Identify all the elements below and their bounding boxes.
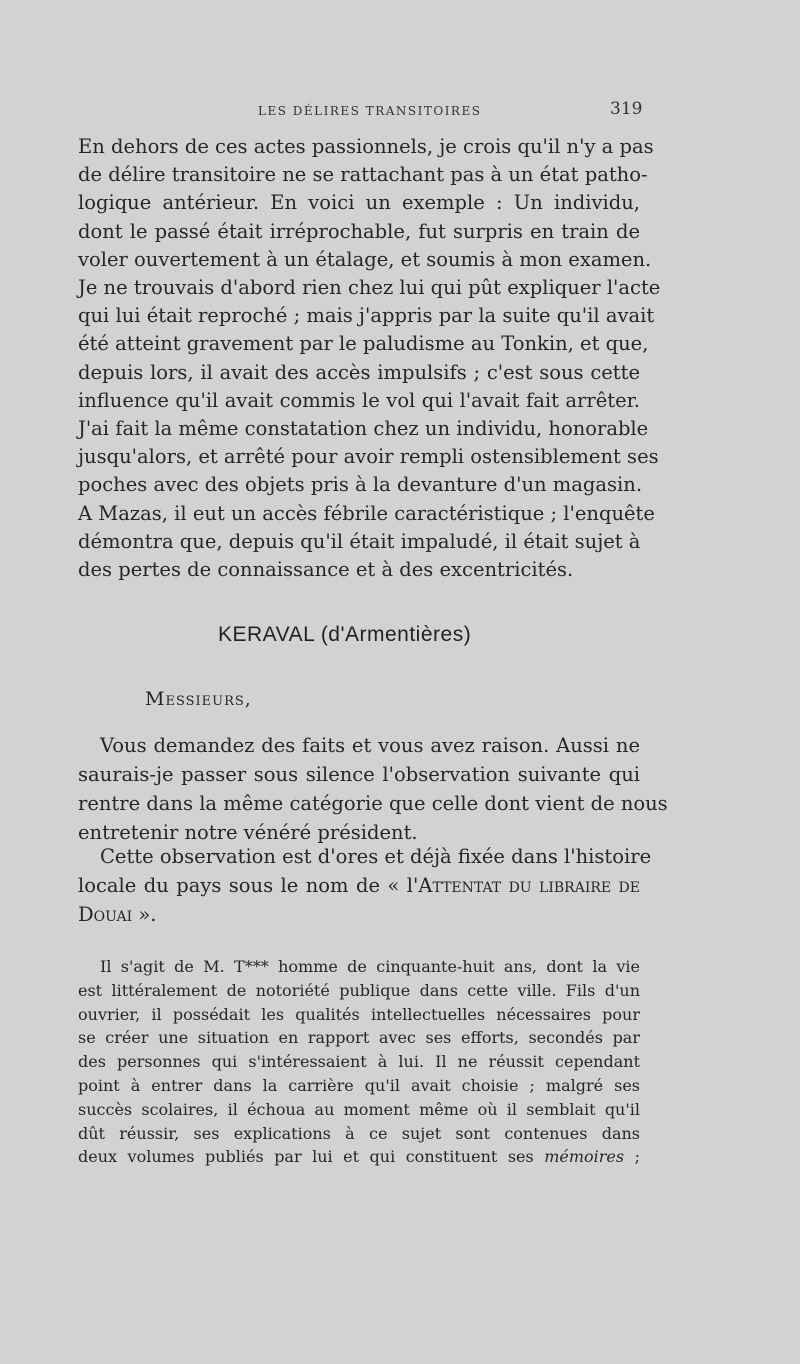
text-line: qui lui était reproché ; mais j'appris par la suite qu'il avait: [78, 304, 655, 328]
text-line: dût réussir, ses explications à ce sujet sont contenues dans: [78, 1123, 640, 1143]
text-line: Cette observation est d'ores et déjà fixée dans l'histoire: [100, 845, 652, 868]
text-line: des pertes de connaissance et à des excentricités.: [78, 558, 574, 582]
paragraph-observation-title: [78, 842, 652, 929]
text-fragment: ;: [624, 1147, 640, 1167]
text-line: Vous demandez des faits et vous avez raison. Aussi ne: [100, 734, 640, 757]
text-line: [78, 871, 640, 900]
text-line: dont le passé était irréprochable, fut surpris en train de: [78, 219, 640, 243]
text-line: ouvrier, il possédait les qualités intellectuelles nécessaires pour: [78, 1004, 640, 1024]
text-fragment: deux volumes publiés par lui et qui constituent ses: [78, 1147, 545, 1167]
text-line: de délire transitoire ne se rattachant pas à un état patho-: [78, 163, 648, 187]
text-fragment: locale du pays sous le nom de « l': [78, 874, 419, 897]
text-line: des personnes qui s'intéressaient à lui. Il ne réussit cependant: [78, 1052, 640, 1072]
italic-word: mémoires: [544, 1147, 625, 1167]
paragraph-paludism-cases: [78, 133, 661, 584]
salutation: Messieurs,: [145, 688, 252, 710]
case-title-smallcaps: Douai: [78, 903, 133, 926]
text-line: Il s'agit de M. T*** homme de cinquante-huit ans, dont la vie: [100, 957, 640, 976]
text-line: démontra que, depuis qu'il était impaludé, il était sujet à: [78, 529, 641, 553]
text-line: [78, 1145, 640, 1169]
text-fragment: ».: [132, 903, 157, 926]
text-line: rentre dans la même catégorie que celle dont vient de nous: [78, 792, 668, 815]
text-line: succès scolaires, il échoua au moment même où il semblait qu'il: [78, 1099, 640, 1119]
text-line: A Mazas, il eut un accès fébrile caractéristique ; l'enquête: [78, 501, 655, 525]
text-line: Je ne trouvais d'abord rien chez lui qui pût expliquer l'acte: [78, 276, 661, 300]
text-line: J'ai fait la même constatation chez un individu, honorable: [78, 417, 649, 441]
text-line: depuis lors, il avait des accès impulsifs ; c'est sous cette: [78, 360, 640, 384]
running-title: LES DÉLIRES TRANSITOIRES: [258, 104, 482, 118]
text-line: logique antérieur. En voici un exemple : Un individu,: [78, 191, 640, 215]
page-number: 319: [610, 99, 643, 119]
text-line: entretenir notre vénéré président.: [78, 821, 418, 844]
case-title-smallcaps: Attentat du libraire de: [418, 874, 640, 897]
paragraph-introduction: [78, 731, 668, 847]
speaker-heading: KERAVAL (d'Armentières): [218, 623, 472, 646]
text-line: se créer une situation en rapport avec ses efforts, secondés par: [78, 1028, 640, 1048]
text-line: jusqu'alors, et arrêté pour avoir rempli ostensiblement ses: [78, 445, 659, 469]
paragraph-case-history: [78, 955, 640, 1169]
text-line: saurais-je passer sous silence l'observation suivante qui: [78, 763, 640, 786]
text-line: poches avec des objets pris à la devanture d'un magasin.: [78, 473, 643, 497]
text-line: influence qu'il avait commis le vol qui l'avait fait arrêter.: [78, 388, 640, 412]
text-line: est littéralement de notoriété publique dans cette ville. Fils d'un: [78, 980, 640, 1000]
text-line: En dehors de ces actes passionnels, je crois qu'il n'y a pas: [78, 135, 654, 158]
text-line: point à entrer dans la carrière qu'il avait choisie ; malgré ses: [78, 1075, 640, 1095]
text-line: voler ouvertement à un étalage, et soumis à mon examen.: [78, 247, 652, 271]
text-line: été atteint gravement par le paludisme au Tonkin, et que,: [78, 332, 649, 356]
text-line: [78, 900, 640, 929]
running-header: [258, 104, 628, 118]
